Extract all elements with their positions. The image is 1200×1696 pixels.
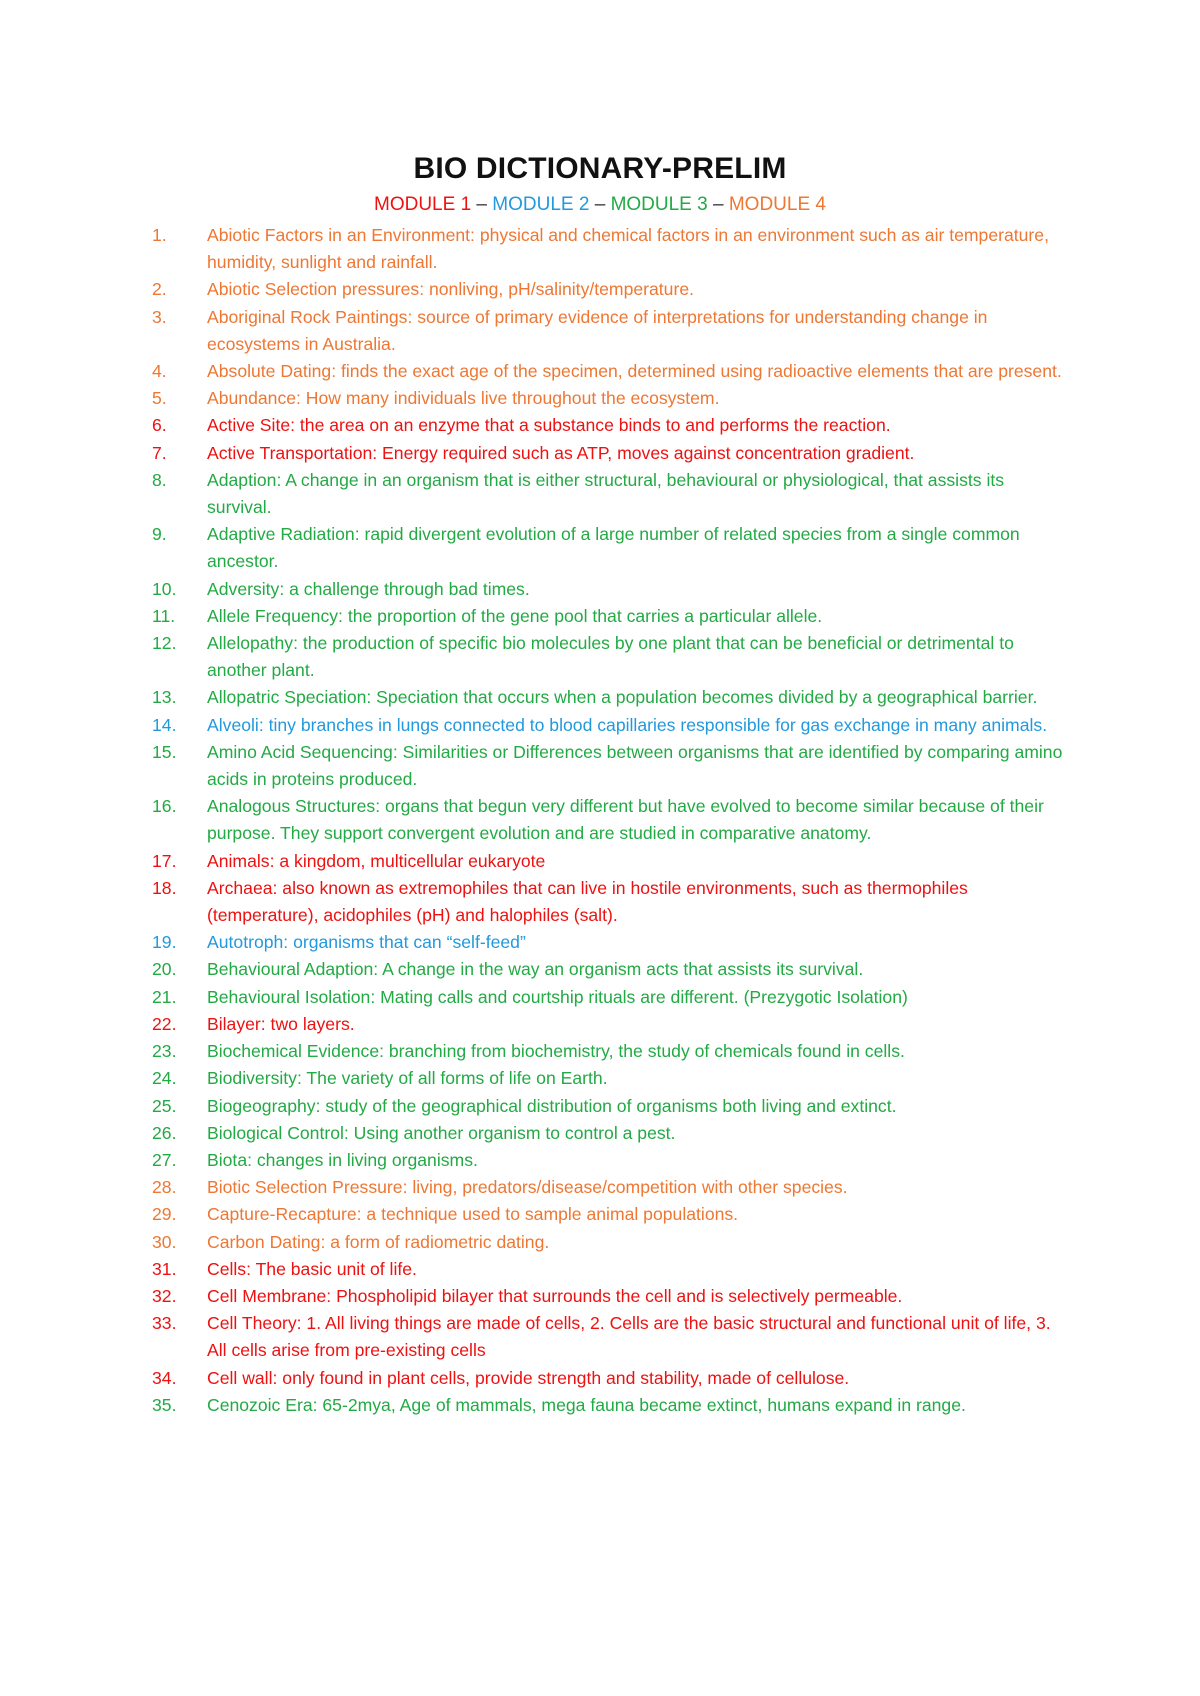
dictionary-entry — [0, 1229, 1200, 1256]
module-4-label: MODULE 4 — [728, 194, 826, 215]
dictionary-entry — [0, 793, 1200, 847]
dictionary-entry — [0, 222, 1200, 276]
dictionary-list — [0, 222, 1200, 1419]
dictionary-entry — [0, 1147, 1200, 1174]
dictionary-entry — [0, 576, 1200, 603]
dictionary-entry — [0, 358, 1200, 385]
entry-text: Bilayer: two layers. — [207, 1013, 355, 1034]
dictionary-entry — [0, 712, 1200, 739]
entry-number: 15. — [152, 741, 177, 762]
entry-text: Cell Theory: 1. All living things are made of cells, 2. Cells are the basic structural and functional unit of life, 3. All cells arise from pre-existing cells — [207, 1313, 1051, 1361]
entry-number: 11. — [152, 605, 176, 626]
entry-number: 13. — [152, 687, 177, 708]
dictionary-entry — [0, 1392, 1200, 1419]
entry-text: Allelopathy: the production of specific bio molecules by one plant that can be beneficial or detrimental to another plant. — [207, 633, 1014, 681]
dictionary-entry — [0, 412, 1200, 439]
entry-number: 26. — [152, 1122, 177, 1143]
entry-text: Abiotic Factors in an Environment: physical and chemical factors in an environment such as air temperature, humidity, sunlight and rainfall. — [207, 225, 1049, 273]
module-legend — [0, 194, 1200, 216]
entry-text: Biota: changes in living organisms. — [207, 1149, 478, 1170]
dictionary-entry — [0, 276, 1200, 303]
entry-number: 5. — [152, 388, 167, 409]
entry-number: 32. — [152, 1285, 177, 1306]
dictionary-entry — [0, 1310, 1200, 1364]
entry-number: 6. — [152, 415, 167, 436]
entry-number: 27. — [152, 1149, 177, 1170]
entry-text: Abundance: How many individuals live throughout the ecosystem. — [207, 388, 720, 409]
dictionary-entry — [0, 521, 1200, 575]
entry-text: Abiotic Selection pressures: nonliving, pH/salinity/temperature. — [207, 279, 694, 300]
entry-number: 33. — [152, 1313, 177, 1334]
entry-text: Biodiversity: The variety of all forms of life on Earth. — [207, 1068, 608, 1089]
entry-text: Biochemical Evidence: branching from biochemistry, the study of chemicals found in cells. — [207, 1041, 905, 1062]
entry-number: 22. — [152, 1013, 177, 1034]
entry-text: Active Site: the area on an enzyme that a substance binds to and performs the reaction. — [207, 415, 891, 436]
entry-text: Adversity: a challenge through bad times. — [207, 578, 530, 599]
dictionary-entry — [0, 603, 1200, 630]
entry-number: 18. — [152, 877, 177, 898]
dictionary-entry — [0, 984, 1200, 1011]
dictionary-entry — [0, 929, 1200, 956]
dictionary-entry — [0, 467, 1200, 521]
dictionary-entry — [0, 1365, 1200, 1392]
dictionary-entry — [0, 1174, 1200, 1201]
entry-text: Allele Frequency: the proportion of the gene pool that carries a particular allele. — [207, 605, 823, 626]
entry-text: Capture-Recapture: a technique used to sample animal populations. — [207, 1204, 739, 1225]
entry-text: Aboriginal Rock Paintings: source of primary evidence of interpretations for understanding change in ecosystems in Australia. — [207, 306, 988, 354]
dictionary-entry — [0, 1256, 1200, 1283]
entry-number: 21. — [152, 986, 177, 1007]
dictionary-entry — [0, 1011, 1200, 1038]
module-separator: – — [712, 194, 724, 215]
entry-number: 8. — [152, 469, 167, 490]
entry-number: 19. — [152, 932, 177, 953]
module-3-label: MODULE 3 — [610, 194, 708, 215]
entry-text: Alveoli: tiny branches in lungs connected to blood capillaries responsible for gas exchange in many animals. — [207, 714, 1048, 735]
entry-text: Behavioural Adaption: A change in the way an organism acts that assists its survival. — [207, 959, 864, 980]
entry-number: 7. — [152, 442, 167, 463]
dictionary-entry — [0, 875, 1200, 929]
dictionary-entry — [0, 1201, 1200, 1228]
dictionary-entry — [0, 1093, 1200, 1120]
entry-text: Biogeography: study of the geographical distribution of organisms both living and extinct. — [207, 1095, 897, 1116]
entry-number: 3. — [152, 306, 167, 327]
entry-number: 16. — [152, 796, 177, 817]
entry-number: 14. — [152, 714, 177, 735]
entry-text: Adaption: A change in an organism that is either structural, behavioural or physiological, that assists its survival. — [207, 469, 1005, 518]
document-title: BIO DICTIONARY-PRELIM — [413, 152, 787, 185]
entry-number: 9. — [152, 524, 167, 545]
entry-number: 34. — [152, 1367, 177, 1388]
dictionary-entry — [0, 1283, 1200, 1310]
entry-text: Biological Control: Using another organism to control a pest. — [207, 1122, 676, 1143]
entry-number: 23. — [152, 1041, 177, 1062]
entry-text: Biotic Selection Pressure: living, predators/disease/competition with other species. — [207, 1177, 848, 1198]
module-separator: – — [594, 194, 606, 215]
entry-text: Cells: The basic unit of life. — [207, 1258, 417, 1279]
entry-number: 1. — [152, 225, 167, 245]
entry-number: 12. — [152, 633, 177, 654]
entry-number: 25. — [152, 1095, 177, 1116]
dictionary-entry — [0, 304, 1200, 358]
entry-text: Cell wall: only found in plant cells, provide strength and stability, made of cellulose. — [207, 1367, 850, 1388]
entry-number: 28. — [152, 1177, 177, 1198]
entry-text: Carbon Dating: a form of radiometric dating. — [207, 1231, 550, 1252]
entry-text: Autotroph: organisms that can “self-feed” — [207, 932, 526, 953]
entry-text: Absolute Dating: finds the exact age of the specimen, determined using radioactive elements that are present. — [207, 361, 1062, 382]
entry-text: Cenozoic Era: 65-2mya, Age of mammals, mega fauna became extinct, humans expand in range. — [207, 1394, 966, 1415]
entry-number: 20. — [152, 959, 177, 980]
entry-number: 29. — [152, 1204, 177, 1225]
entry-text: Cell Membrane: Phospholipid bilayer that surrounds the cell and is selectively permeable. — [207, 1285, 903, 1306]
entry-number: 35. — [152, 1394, 177, 1415]
entry-number: 10. — [152, 578, 177, 599]
entry-text: Adaptive Radiation: rapid divergent evolution of a large number of related species from a single common ancestor. — [207, 524, 1020, 572]
entry-number: 31. — [152, 1258, 177, 1279]
dictionary-entry — [0, 739, 1200, 793]
module-separator: – — [476, 194, 487, 215]
entry-number: 17. — [152, 850, 177, 871]
entry-text: Analogous Structures: organs that begun very different but have evolved to become similar because of their purpose. They support convergent evolution and are studied in comparative anatomy. — [207, 796, 1044, 844]
dictionary-entry — [0, 385, 1200, 412]
entry-number: 30. — [152, 1231, 177, 1252]
module-1-label: MODULE 1 — [374, 194, 472, 215]
entry-number: 4. — [152, 361, 167, 382]
entry-text: Behavioural Isolation: Mating calls and courtship rituals are different. (Prezygotic Isolation) — [207, 986, 908, 1007]
dictionary-entry — [0, 956, 1200, 983]
module-2-label: MODULE 2 — [492, 194, 590, 215]
dictionary-entry — [0, 848, 1200, 875]
entry-number: 24. — [152, 1068, 177, 1089]
entry-text: Allopatric Speciation: Speciation that occurs when a population becomes divided by a geographical barrier. — [207, 687, 1038, 708]
dictionary-entry — [0, 1038, 1200, 1065]
entry-text: Archaea: also known as extremophiles that can live in hostile environments, such as thermophiles (temperature), acidophiles (pH) and halophiles (salt). — [207, 877, 968, 926]
entry-text: Amino Acid Sequencing: Similarities or Differences between organisms that are identified by comparing amino acids in proteins produced. — [207, 741, 1063, 790]
dictionary-entry — [0, 440, 1200, 467]
entry-text: Animals: a kingdom, multicellular eukaryote — [207, 850, 546, 871]
dictionary-entry — [0, 1120, 1200, 1147]
entry-number: 2. — [152, 279, 167, 300]
entry-text: Active Transportation: Energy required such as ATP, moves against concentration gradient. — [207, 442, 915, 463]
dictionary-entry — [0, 684, 1200, 711]
dictionary-entry — [0, 630, 1200, 684]
dictionary-entry — [0, 1065, 1200, 1092]
